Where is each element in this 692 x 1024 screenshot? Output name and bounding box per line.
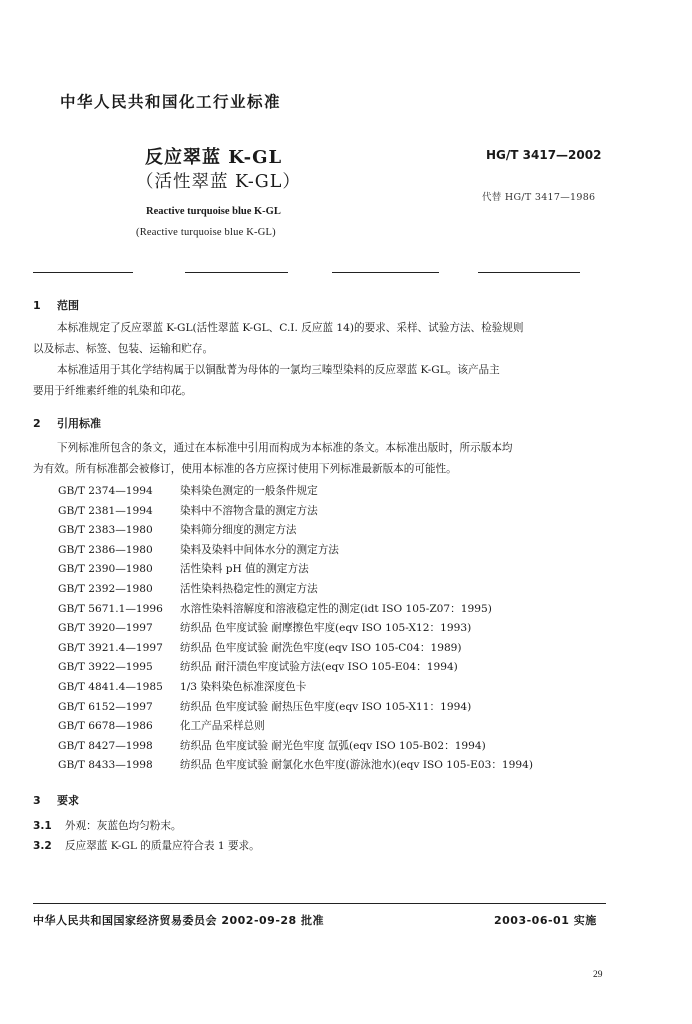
section-title: 引用标准 xyxy=(57,417,101,430)
reference-code: GB/T 3921.4—1997 xyxy=(58,641,163,654)
reference-name: 纺织品 耐汗渍色牢度试验方法(eqv ISO 105-E04：1994) xyxy=(180,661,458,674)
reference-code: GB/T 2386—1980 xyxy=(58,543,153,556)
reference-code: GB/T 2390—1980 xyxy=(58,563,153,576)
section-title: 范围 xyxy=(57,299,79,312)
requirement-item xyxy=(33,838,260,853)
requirement-text: 外观：灰蓝色均匀粉末。 xyxy=(65,820,182,832)
reference-item xyxy=(58,737,658,757)
industry-standard-heading: 中华人民共和国化工行业标准 xyxy=(60,93,282,111)
reference-item xyxy=(58,756,658,776)
document-title-cn: 反应翠蓝 K-GL xyxy=(145,147,283,168)
reference-item xyxy=(58,717,658,737)
paragraph: 以及标志、标签、包装、运输和贮存。 xyxy=(33,343,214,355)
reference-item xyxy=(58,639,658,659)
reference-item xyxy=(58,521,658,541)
reference-item xyxy=(58,502,658,522)
document-title-cn-alt: （活性翠蓝 K-GL） xyxy=(136,172,301,192)
requirement-number: 3.1 xyxy=(33,820,52,832)
paragraph: 为有效。所有标准都会被修订，使用本标准的各方应探讨使用下列标准最新版本的可能性。 xyxy=(33,463,457,475)
reference-code: GB/T 3920—1997 xyxy=(58,622,153,635)
reference-name: 染料筛分细度的测定方法 xyxy=(180,524,297,537)
section-2-heading xyxy=(33,415,101,431)
reference-item xyxy=(58,600,658,620)
approval-statement: 中华人民共和国国家经济贸易委员会 2002-09-28 批准 xyxy=(33,914,325,927)
section-number: 2 xyxy=(33,417,41,430)
standard-code: HG/T 3417—2002 xyxy=(486,148,602,162)
paragraph: 本标准规定了反应翠蓝 K-GL(活性翠蓝 K-GL、C.I. 反应蓝 14)的要求、采样、试验方法、检验规则 xyxy=(57,322,524,334)
page-number: 29 xyxy=(593,970,603,980)
reference-code: GB/T 5671.1—1996 xyxy=(58,602,163,615)
reference-item xyxy=(58,580,658,600)
reference-item xyxy=(58,658,658,678)
requirement-text: 反应翠蓝 K-GL 的质量应符合表 1 要求。 xyxy=(65,840,260,852)
header-rule-segment xyxy=(332,272,439,273)
reference-name: 纺织品 色牢度试验 耐氯化水色牢度(游泳池水)(eqv ISO 105-E03：1994) xyxy=(180,759,534,772)
reference-name: 染料中不溶物含量的测定方法 xyxy=(180,504,318,517)
document-title-en: Reactive turquoise blue K-GL xyxy=(146,206,281,217)
section-title: 要求 xyxy=(57,794,79,807)
reference-item xyxy=(58,678,658,698)
reference-item xyxy=(58,560,658,580)
paragraph: 要用于纤维素纤维的轧染和印花。 xyxy=(33,385,192,397)
section-2-body xyxy=(33,438,653,480)
reference-name: 染料及染料中间体水分的测定方法 xyxy=(180,543,339,556)
reference-name: 活性染料 pH 值的测定方法 xyxy=(180,563,309,576)
reference-code: GB/T 2381—1994 xyxy=(58,504,153,517)
reference-name: 纺织品 色牢度试验 耐热压色牢度(eqv ISO 105-X11：1994) xyxy=(180,700,472,713)
reference-item xyxy=(58,541,658,561)
requirement-item xyxy=(33,818,182,833)
reference-code: GB/T 2383—1980 xyxy=(58,524,153,537)
reference-code: GB/T 6152—1997 xyxy=(58,700,153,713)
reference-item xyxy=(58,698,658,718)
document-title-en-alt: (Reactive turquoise blue K-GL) xyxy=(136,227,276,238)
reference-item xyxy=(58,482,658,502)
header-rule-segment xyxy=(185,272,288,273)
reference-name: 水溶性染料溶解度和溶液稳定性的测定(idt ISO 105-Z07：1995) xyxy=(180,602,492,615)
section-1-body xyxy=(33,318,653,402)
reference-code: GB/T 6678—1986 xyxy=(58,720,153,733)
requirement-number: 3.2 xyxy=(33,840,52,852)
section-1-heading xyxy=(33,297,79,313)
reference-item xyxy=(58,619,658,639)
paragraph: 本标准适用于其化学结构属于以铜酞菁为母体的一氯均三嗪型染料的反应翠蓝 K-GL。该产品主 xyxy=(57,364,500,376)
reference-code: GB/T 4841.4—1985 xyxy=(58,680,163,693)
reference-code: GB/T 2374—1994 xyxy=(58,485,153,497)
reference-name: 纺织品 色牢度试验 耐摩擦色牢度(eqv ISO 105-X12：1993) xyxy=(180,622,472,635)
effective-date: 2003-06-01 实施 xyxy=(494,914,597,927)
reference-code: GB/T 8433—1998 xyxy=(58,759,153,772)
reference-name: 1/3 染料染色标准深度色卡 xyxy=(180,680,307,693)
reference-code: GB/T 2392—1980 xyxy=(58,582,153,595)
reference-name: 活性染料热稳定性的测定方法 xyxy=(180,582,318,595)
section-3-heading xyxy=(33,792,79,808)
reference-code: GB/T 8427—1998 xyxy=(58,739,153,752)
header-rule-segment xyxy=(478,272,580,273)
reference-name: 染料染色测定的一般条件规定 xyxy=(180,485,318,497)
reference-name: 纺织品 色牢度试验 耐洗色牢度(eqv ISO 105-C04：1989) xyxy=(180,641,462,654)
reference-name: 化工产品采样总则 xyxy=(180,720,265,733)
replaces-standard: 代替 HG/T 3417—1986 xyxy=(482,192,596,203)
section-number: 1 xyxy=(33,299,41,312)
section-number: 3 xyxy=(33,794,41,807)
paragraph: 下列标准所包含的条文，通过在本标准中引用而构成为本标准的条文。本标准出版时，所示版本均 xyxy=(57,442,513,454)
header-rule-segment xyxy=(33,272,133,273)
reference-code: GB/T 3922—1995 xyxy=(58,661,153,674)
reference-name: 纺织品 色牢度试验 耐光色牢度 氙弧(eqv ISO 105-B02：1994) xyxy=(180,739,486,752)
footer-rule xyxy=(33,903,606,904)
normative-references-list xyxy=(58,482,658,776)
